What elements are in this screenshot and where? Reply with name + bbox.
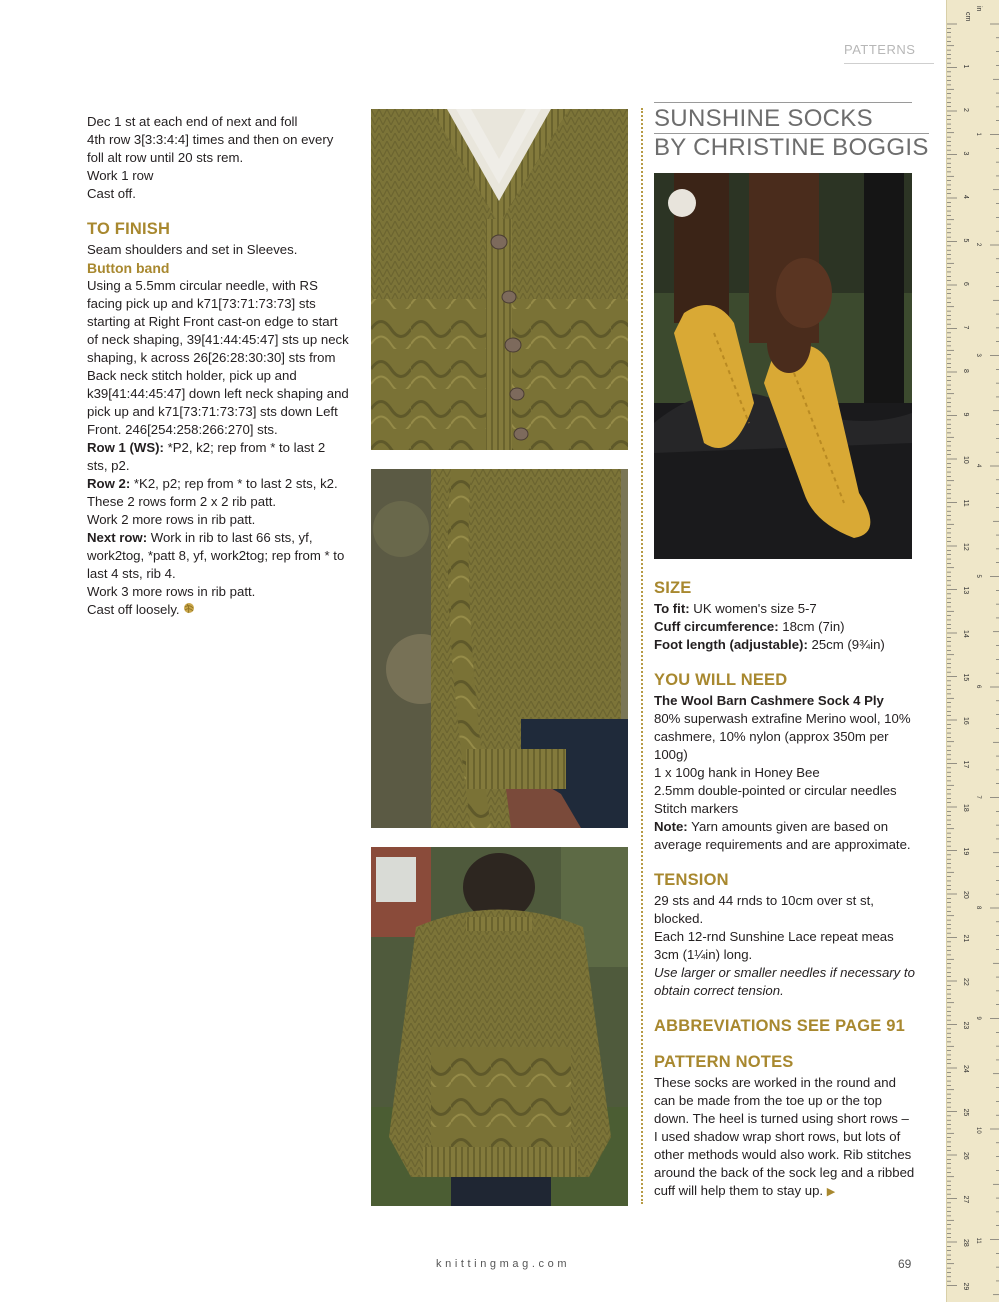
tension-heading: TENSION: [654, 871, 729, 889]
ruler-cm-number: 28: [962, 1239, 969, 1247]
rib-form-text: These 2 rows form 2 x 2 rib patt.: [87, 494, 277, 509]
ruler-cm-number: 27: [962, 1195, 969, 1204]
to-finish-text: Seam shoulders and set in Sleeves.: [87, 242, 298, 257]
ruler-cm-number: 5: [962, 238, 969, 243]
rib-more-text: Work 2 more rows in rib patt.: [87, 512, 256, 527]
button-band-heading: Button band: [87, 260, 170, 276]
ruler-cm-number: 11: [962, 499, 969, 507]
yarn-hank: 1 x 100g hank in Honey Bee: [654, 765, 820, 780]
cardigan-front-photo: [371, 109, 628, 450]
footer-website: knittingmag.com: [436, 1258, 571, 1270]
size-cuff: [654, 618, 916, 636]
section-tag: PATTERNS: [844, 42, 934, 64]
ruler-inch-number: 11: [975, 1237, 981, 1244]
measuring-ruler: [946, 0, 999, 1302]
yarn-name: [654, 692, 916, 710]
pattern-title: [654, 102, 929, 162]
cuff-label: Cuff circumference:: [654, 619, 779, 634]
ruler-cm-number: 7: [962, 325, 969, 330]
ruler-cm-label: cm: [964, 12, 971, 22]
left-text-column: [87, 113, 349, 619]
ruler-cm-number: 17: [962, 760, 969, 769]
ruler-cm-number: 2: [962, 108, 969, 112]
row-2-label: Row 2:: [87, 476, 131, 491]
row-1-text: *P2, k2; rep from * to last 2 sts, p2.: [87, 440, 326, 473]
column-divider: [641, 108, 643, 1204]
size-heading: SIZE: [654, 579, 692, 597]
title-line-2: BY CHRISTINE BOGGIS: [654, 134, 929, 161]
row-1-instruction: [87, 439, 349, 475]
ruler-cm-number: 4: [962, 195, 969, 199]
page-number: 69: [898, 1257, 912, 1271]
yarn-name-text: The Wool Barn Cashmere Sock 4 Ply: [654, 693, 884, 708]
pattern-notes-heading: PATTERN NOTES: [654, 1053, 794, 1071]
ruler-cm-number: 19: [962, 847, 969, 856]
you-will-need-heading: YOU WILL NEED: [654, 671, 788, 689]
note-label: Note:: [654, 819, 688, 834]
ruler-cm-number: 14: [962, 630, 969, 638]
ruler-cm-number: 1: [962, 64, 969, 69]
ruler-graphic: [947, 0, 999, 1302]
ruler-inch-number: 8: [975, 906, 981, 910]
continue-arrow-icon: ▶: [826, 1186, 836, 1198]
tension-line: 29 sts and 44 rnds to 10cm over st st, blocked.: [654, 893, 874, 926]
intro-line: Dec 1 st at each end of next and foll: [87, 114, 298, 129]
yarn-description: 80% superwash extrafine Merino wool, 10% cashmere, 10% nylon (approx 350m per 100g): [654, 711, 911, 762]
row-1-label: Row 1 (WS):: [87, 440, 164, 455]
ruler-inch-number: 9: [975, 1016, 981, 1020]
ruler-inch-number: 2: [975, 243, 981, 247]
yarn-note: [654, 818, 916, 854]
pattern-notes-text: [654, 1074, 916, 1201]
ruler-cm-number: 3: [962, 151, 969, 156]
abbreviations-heading: ABBREVIATIONS SEE PAGE 91: [654, 1017, 906, 1035]
title-line-1: SUNSHINE SOCKS: [654, 105, 873, 132]
ruler-cm-number: 13: [962, 586, 969, 595]
size-to-fit: [654, 600, 916, 618]
cast-off-line: [87, 601, 349, 619]
foot-value: 25cm (9¾in): [807, 637, 885, 652]
row-2-text: *K2, p2; rep from * to last 2 sts, k2.: [130, 476, 338, 491]
ruler-cm-number: 20: [962, 891, 969, 899]
yarn-ball-icon: [183, 602, 195, 617]
ruler-in-label: in: [975, 6, 982, 12]
size-foot: [654, 636, 916, 654]
ruler-inch-number: 10: [975, 1127, 981, 1134]
ruler-cm-number: 25: [962, 1108, 969, 1117]
ruler-cm-number: 24: [962, 1065, 969, 1073]
ruler-cm-number: 26: [962, 1152, 969, 1160]
ruler-cm-number: 16: [962, 717, 969, 725]
sunshine-socks-photo: [654, 173, 912, 559]
ruler-cm-number: 23: [962, 1021, 969, 1030]
foot-label: Foot length (adjustable):: [654, 637, 808, 652]
ruler-cm-number: 29: [962, 1282, 969, 1291]
to-fit-label: To fit:: [654, 601, 690, 616]
to-finish-heading: TO FINISH: [87, 220, 171, 238]
ruler-cm-number: 8: [962, 369, 969, 373]
rib-three-text: Work 3 more rows in rib patt.: [87, 584, 256, 599]
note-text: Yarn amounts given are based on average requirements and are approximate.: [654, 819, 911, 852]
ruler-cm-number: 9: [962, 412, 969, 417]
needles: 2.5mm double-pointed or circular needles: [654, 783, 897, 798]
cast-off-text: Cast off loosely.: [87, 602, 180, 617]
next-row-label: Next row:: [87, 530, 148, 545]
ruler-inch-number: 6: [975, 685, 981, 689]
cardigan-sleeve-photo: [371, 469, 628, 828]
intro-line: 4th row 3[3:3:4:4] times and then on every: [87, 132, 334, 147]
intro-line: Work 1 row: [87, 168, 154, 183]
cuff-value: 18cm (7in): [778, 619, 845, 634]
to-fit-value: UK women's size 5-7: [689, 601, 817, 616]
tension-line: Use larger or smaller needles if necessary to obtain correct tension.: [654, 965, 915, 998]
cardigan-back-photo: [371, 847, 628, 1206]
ruler-inch-number: 1: [975, 132, 981, 136]
right-text-column: [654, 578, 916, 1201]
ruler-inch-number: 5: [975, 574, 981, 578]
stitch-markers: Stitch markers: [654, 801, 739, 816]
intro-line: Cast off.: [87, 186, 136, 201]
button-band-text: Using a 5.5mm circular needle, with RS facing pick up and k71[73:71:73:73] sts starting at Right Front cast-on edge to start of neck shaping, 39[41:44:45:47] sts up neck shaping, k across 26[26:28:30:30] sts from Back neck stitch holder, pick up and k39[41:44:45:47] down left neck shaping and pick up and k71[73:71:73:73] sts down Left Front. 246[254:258:266:270] sts.: [87, 278, 349, 437]
ruler-cm-number: 6: [962, 282, 969, 286]
ruler-inch-number: 7: [975, 795, 981, 799]
next-row-instruction: [87, 529, 349, 583]
ruler-inch-number: 4: [975, 464, 981, 468]
ruler-cm-number: 18: [962, 804, 969, 812]
ruler-cm-number: 22: [962, 978, 969, 986]
next-row-text: Work in rib to last 66 sts, yf, work2tog, *patt 8, yf, work2tog; rep from * to last 4 sts, rib 4.: [87, 530, 345, 581]
ruler-inch-number: 3: [975, 353, 981, 357]
intro-line: foll alt row until 20 sts rem.: [87, 150, 244, 165]
ruler-cm-number: 15: [962, 673, 969, 682]
tension-line: Each 12-rnd Sunshine Lace repeat meas 3cm (1¼in) long.: [654, 929, 894, 962]
pattern-notes-body: These socks are worked in the round and can be made from the toe up or the top down. The heel is turned using short rows – I used shadow wrap short rows, but lots of other methods would also work. Rib stitches around the back of the sock leg and a ribbed cuff will help them to stay up.: [654, 1075, 915, 1198]
ruler-cm-number: 10: [962, 456, 969, 464]
row-2-instruction: [87, 475, 349, 493]
ruler-cm-number: 21: [962, 934, 969, 943]
ruler-cm-number: 12: [962, 543, 969, 551]
